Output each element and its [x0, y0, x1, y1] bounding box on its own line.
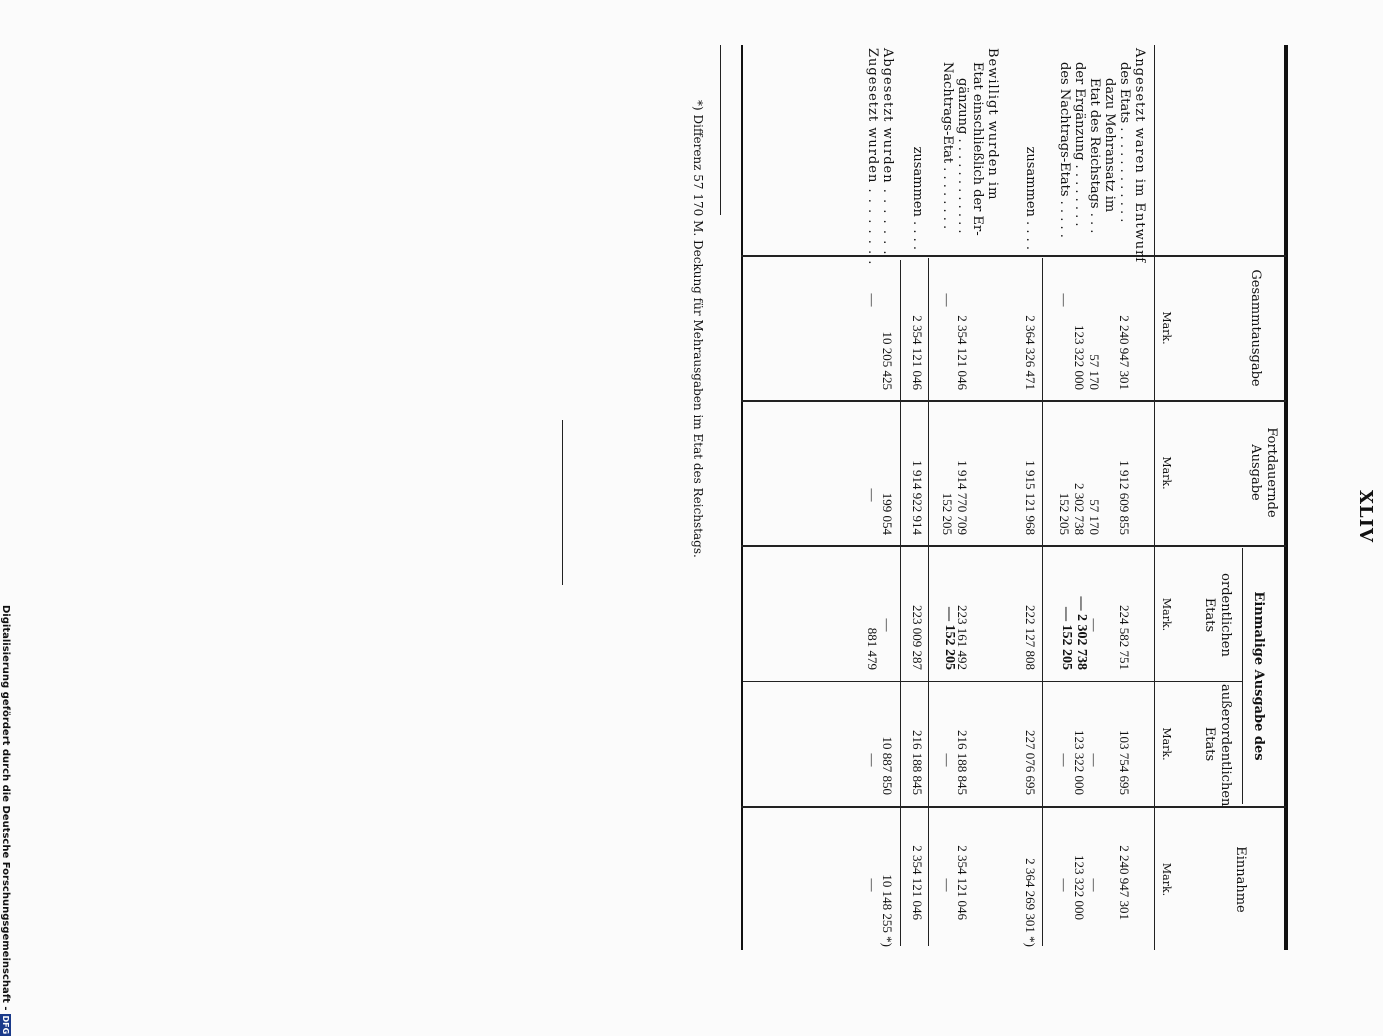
- digitization-text: Digitalisierung gefördert durch die Deutsche Forschungsgemeinschaft -: [0, 605, 11, 1011]
- row1-label-line1: Angesetzt waren im Entwurf: [1132, 48, 1147, 264]
- r9-gesamt: 10 205 425: [880, 331, 895, 390]
- r7-ord: [942, 553, 957, 670]
- r2-ausser: —: [1087, 753, 1102, 767]
- header-einmalige-group: Einmalige Ausgabe des: [1251, 591, 1266, 761]
- subtotal-rule-1: [1042, 258, 1043, 946]
- r6-einn: 2 354 121 046: [955, 845, 970, 920]
- r10-ord: 881 479: [865, 627, 880, 670]
- row10-label: Zugesetzt wurden . . . . . . . .: [865, 48, 880, 266]
- row2-label-line2: Etat des Reichstags . . .: [1087, 78, 1102, 234]
- r10-einn: —: [865, 878, 880, 892]
- r8-gesamt: 2 354 121 046: [910, 315, 925, 390]
- r7-einn: —: [940, 878, 955, 892]
- r6-ausser: 216 188 845: [955, 730, 970, 795]
- r4-ord-value: 152 205: [1059, 624, 1074, 670]
- header-einnahme: Einnahme: [1233, 846, 1248, 913]
- r10-ausser: —: [865, 753, 880, 767]
- r1-ord: 224 582 751: [1117, 605, 1132, 670]
- subtotal-rule-3: [900, 260, 901, 946]
- r8-ausser: 216 188 845: [910, 730, 925, 795]
- unit-gesamt: Mark.: [1160, 311, 1173, 345]
- row7-label: Nachtrags-Etat . . . . . . . .: [940, 62, 955, 230]
- r2-gesamt: 57 170: [1087, 354, 1102, 390]
- header-gesamt: Gesammtausgabe: [1248, 269, 1263, 387]
- r3-ord-value: 2 302 738: [1074, 614, 1089, 670]
- r9-ausser: 10 887 850: [880, 736, 895, 795]
- r7-ausser: —: [940, 753, 955, 767]
- r7-ord-value: 152 205: [942, 624, 957, 670]
- unit-ausserordentlich: Mark.: [1160, 727, 1173, 761]
- row9-label: Abgesetzt wurden . . . . . . .: [880, 48, 895, 256]
- r3-ausser: 123 322 000: [1072, 730, 1087, 795]
- row5-label: zusammen . . . .: [1023, 146, 1038, 250]
- digitization-note: [0, 605, 11, 1036]
- header-ordentlich: ordentlichen Etats: [1202, 573, 1233, 657]
- r6-gesamt: 2 354 121 046: [955, 315, 970, 390]
- r1-einn: 2 240 947 301: [1117, 845, 1132, 920]
- einmalige-group-rule: [1242, 548, 1243, 804]
- r5-ord: 222 127 808: [1023, 605, 1038, 670]
- r5-gesamt: 2 364 326 471: [1023, 315, 1038, 390]
- r2-ord: —: [1087, 618, 1102, 632]
- r8-fort: 1 914 922 914: [910, 460, 925, 535]
- row8-label: zusammen . . . .: [910, 146, 925, 250]
- footnote-rule: [720, 45, 721, 215]
- r7-ord-minus: —: [942, 607, 957, 621]
- r6-fort: 1 914 770 709: [955, 460, 970, 535]
- r3-fort: 2 302 738: [1072, 483, 1087, 535]
- col-rule-5: [741, 806, 1286, 808]
- r7-gesamt: —: [940, 293, 955, 307]
- dfg-logo: DFG: [1, 1015, 10, 1035]
- r4-ausser: —: [1057, 753, 1072, 767]
- row1-label-line2: des Etats . . . . . . . . . . . .: [1117, 62, 1132, 223]
- table-bottom-rule: [741, 45, 743, 950]
- r9-fort: 199 054: [880, 492, 895, 535]
- r2-fort: 57 170: [1087, 499, 1102, 535]
- col-rule-4: [743, 681, 1243, 682]
- r10-gesamt: —: [865, 293, 880, 307]
- page-number: XLIV: [1355, 490, 1376, 544]
- r10-fort: —: [865, 488, 880, 502]
- r5-ausser: 227 076 695: [1023, 730, 1038, 795]
- col-rule-2: [741, 400, 1286, 402]
- r8-einn: 2 354 121 046: [910, 845, 925, 920]
- header-ausserordentlich: außerordentlichen Etats: [1202, 684, 1233, 807]
- r4-einn: —: [1057, 878, 1072, 892]
- r3-ord-minus: —: [1074, 596, 1089, 611]
- row6-label-line3: gänzung . . . . . . . . . . . .: [955, 78, 970, 234]
- center-rule: [562, 420, 563, 585]
- row2-label-line1: dazu Mehransatz im: [1102, 78, 1117, 213]
- r4-ord-minus: —: [1059, 607, 1074, 621]
- r2-einn: —: [1087, 878, 1102, 892]
- r1-ausser: 103 754 695: [1117, 730, 1132, 795]
- r7-fort: 152 205: [940, 492, 955, 535]
- r5-einn: 2 364 269 301 *): [1023, 858, 1038, 947]
- table-top-rule: [1284, 45, 1288, 950]
- r5-fort: 1 915 121 968: [1023, 460, 1038, 535]
- unit-ordentlich: Mark.: [1160, 597, 1173, 632]
- row6-label-line2: Etat einschließlich der Er-: [970, 62, 985, 236]
- col-rule-1: [741, 255, 1286, 257]
- r4-ord: [1059, 553, 1074, 670]
- row4-label: des Nachtrags-Etats . . . . .: [1057, 62, 1072, 238]
- r4-gesamt: —: [1057, 293, 1072, 307]
- r9-ord: —: [880, 618, 895, 632]
- footnote: *) Differenz 57 170 M. Deckung für Mehrausgaben im Etat des Reichstags.: [691, 100, 705, 558]
- unit-fortdauernde: Mark.: [1160, 456, 1173, 490]
- subtotal-rule-2: [928, 258, 929, 946]
- col-rule-3: [741, 545, 1286, 547]
- r3-ord: [1074, 553, 1089, 670]
- r1-fort: 1 912 609 855: [1117, 460, 1132, 535]
- row6-label-line1: Bewilligt wurden im: [985, 48, 1000, 201]
- header-fortdauernde: Fortdauernde Ausgabe: [1248, 427, 1279, 518]
- r8-ord: 223 009 287: [910, 605, 925, 670]
- header-bottom-rule: [1154, 45, 1155, 950]
- r1-gesamt: 2 240 947 301: [1117, 315, 1132, 390]
- unit-einnahme: Mark.: [1160, 862, 1173, 897]
- row3-label: der Ergänzung . . . . . . . .: [1072, 62, 1087, 227]
- r4-fort: 152 205: [1057, 492, 1072, 535]
- r3-einn: 123 322 000: [1072, 855, 1087, 920]
- r9-einn: 10 148 255 *): [880, 874, 895, 947]
- r6-ord: 223 161 492: [955, 605, 970, 670]
- r3-gesamt: 123 322 000: [1072, 325, 1087, 390]
